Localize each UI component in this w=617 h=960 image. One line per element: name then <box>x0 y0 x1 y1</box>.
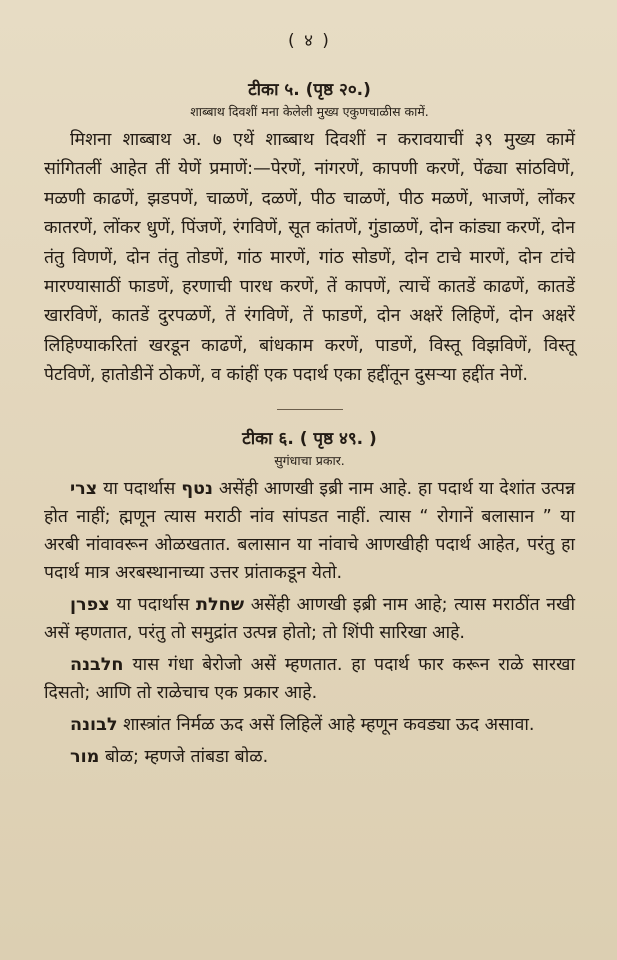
note-5-paragraph: मिशना शाब्बाथ अ. ७ एथें शाब्बाथ दिवशीं न करावयाचीं ३९ मुख्य कामें सांगितलीं आहेत तीं येणें प्रमाणें:—पेरणें, नांगरणें, कापणी करणें, पेंढ्या सांठविणें, मळणी काढणें, झडपणें, चाळणें, दळणें, पीठ चाळणें, पीठ मळणें, भाजणें, लोंकर कातरणें, लोंकर धुणें, पिंजणें, रंगविणें, सूत कांतणें, गुंडाळणें, दोन कांड्या करणें, दोन तंतु विणणें, दोन तंतु तोडणें, गांठ मारणें, गांठ सोडणें, दोन टाचे मारणें, दोन टांचे मारण्यासाठीं फाडणें, हरणाची पारध करणें, तें कापणें, त्याचें कातडें काढणें, कातडें खारविणें, कातडें दुरपळणें, तें रंगविणें, तें फाडणें, दोन अक्षरें लिहिणें, दोन अक्षरें लिहिण्याकरितां खरडून काढणें, बांधकाम करणें, पाडणें, विस्तू विझविणें, विस्तू पेटविणें, हातोडीनें ठोकणें, व कांहीं एक पदार्थ एका हद्दींतून दुसऱ्या हद्दींत नेणें. <box>44 130 575 386</box>
paragraph-text: यास गंधा बेरोजो असें म्हणतात. हा पदार्थ फार करून राळे सारखा दिसतो; आणि तो राळेचाच एक प्रकार आहे. <box>44 654 575 703</box>
note-6-paragraph-3 <box>44 651 575 707</box>
page-number: ( ४ ) <box>288 31 331 51</box>
note-6-subtitle: सुगंधाचा प्रकार. <box>274 452 345 468</box>
note-6-paragraph-2 <box>44 591 575 647</box>
paragraph-text: बोळ; म्हणजे तांबडा बोळ. <box>99 746 269 767</box>
hebrew-word: צפרן <box>70 594 110 615</box>
paragraph-text: या पदार्थास <box>109 594 196 615</box>
section-note-6 <box>44 426 575 771</box>
note-6-paragraph-5 <box>44 743 575 771</box>
note-6-title: टीका ६. ( पृष्ठ ४९. ) <box>242 428 377 449</box>
paragraph-text: असेंही आणखी इब्री नाम आहे; त्यास मराठींत नखी असें म्हणतात, परंतु तो समुद्रांत उत्पन्न होतो; तो शिंपी सारिखा आहे. <box>44 594 575 643</box>
paragraph-text: असेंही आणखी इब्री नाम आहे. हा पदार्थ या देशांत उत्पन्न होत नाहीं; ह्मणून त्यास मराठी नांव सांपडत नाहीं. त्यास “ रोगानें बलासान ” या अरबी नांवावरून ओळखतात. बलासान या नांवाचे आणखीही पदार्थ आहेत, परंतु हा पदार्थ मात्र अरबस्थानाच्या उत्तर प्रांताकडून येतो. <box>44 478 575 583</box>
paragraph-text: या पदार्थास <box>97 478 182 499</box>
note-6-paragraph-4 <box>44 711 575 739</box>
hebrew-word: מור <box>70 746 100 767</box>
hebrew-word: שחלת <box>195 594 245 615</box>
hebrew-word: נטף <box>181 478 213 499</box>
paragraph-text: शास्त्रांत निर्मळ ऊद असें लिहिलें आहे म्हणून कवड्या ऊद असावा. <box>117 714 535 735</box>
section-divider <box>277 409 343 410</box>
note-5-subtitle: शाब्बाथ दिवशीं मना केलेली मुख्य एकुणचाळीस कामें. <box>190 104 429 119</box>
note-5-title: टीका ५. (पृष्ठ २०.) <box>248 80 371 100</box>
hebrew-word: לבונה <box>70 714 118 735</box>
note-6-paragraph-1 <box>44 475 575 587</box>
section-note-5 <box>44 77 575 391</box>
hebrew-word: חלבנה <box>70 654 124 675</box>
hebrew-word: צרי <box>70 478 98 499</box>
